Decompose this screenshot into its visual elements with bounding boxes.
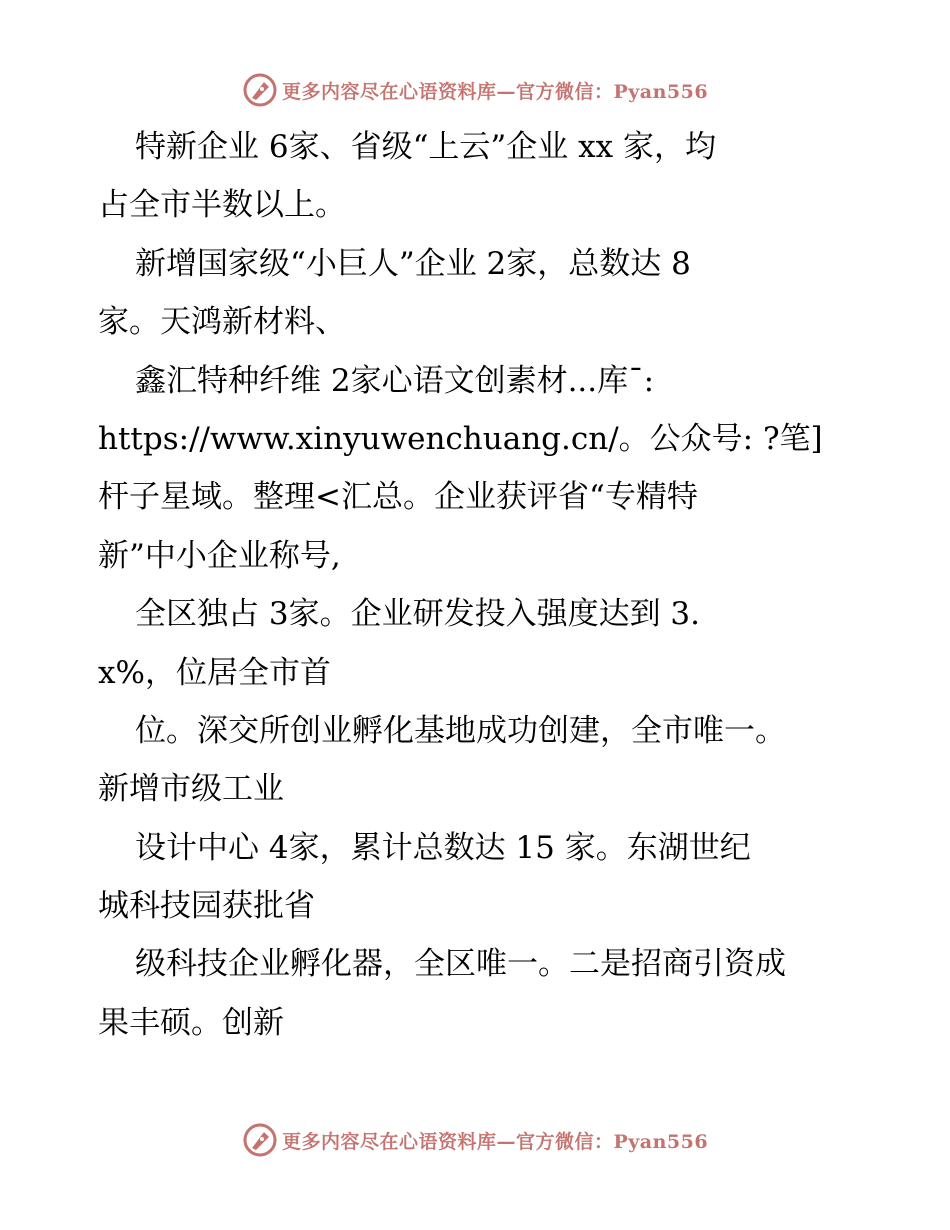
- text-line: 位。深交所创业孵化基地成功创建，全市唯一。: [135, 712, 786, 749]
- header-watermark-text: 更多内容尽在心语资料库—官方微信：Pyan556: [281, 80, 709, 103]
- text-line: 特新企业 6家、省级“上云”企业 xx 家，均: [135, 129, 716, 165]
- pen-nib-logo-icon: [242, 72, 278, 108]
- text-line: 新增市级工业: [98, 771, 284, 808]
- header-watermark: [0, 70, 950, 110]
- footer-watermark: [0, 1120, 950, 1160]
- text-line: 果丰硕。创新: [98, 1004, 284, 1041]
- text-line: 杆子星域。整理<汇总。企业获评省“专精特: [98, 479, 698, 516]
- text-line: https://www.xinyuwenchuang.cn/。公众号: ?笔]: [98, 420, 823, 457]
- text-line: 设计中心 4家，累计总数达 15 家。东湖世纪: [135, 829, 751, 866]
- text-line: 家。天鸿新材料、: [98, 304, 346, 341]
- text-line: 占全市半数以上。: [98, 187, 346, 224]
- text-line: 新”中小企业称号,: [98, 537, 341, 574]
- text-line: 城科技园获批省: [98, 888, 315, 925]
- footer-watermark-text: 更多内容尽在心语资料库—官方微信：Pyan556: [281, 1130, 709, 1153]
- text-line: x%，位居全市首: [98, 654, 331, 691]
- text-line: 级科技企业孵化器，全区唯一。二是招商引资成: [135, 946, 786, 983]
- text-line: 鑫汇特种纤维 2家心语文创素材...库¯:: [135, 362, 655, 399]
- pen-nib-logo-icon: [242, 1122, 278, 1158]
- text-line: 新增国家级“小巨人”企业 2家，总数达 8: [135, 245, 691, 282]
- document-body: [98, 118, 878, 1052]
- text-line: 全区独占 3家。企业研发投入强度达到 3.: [135, 596, 701, 633]
